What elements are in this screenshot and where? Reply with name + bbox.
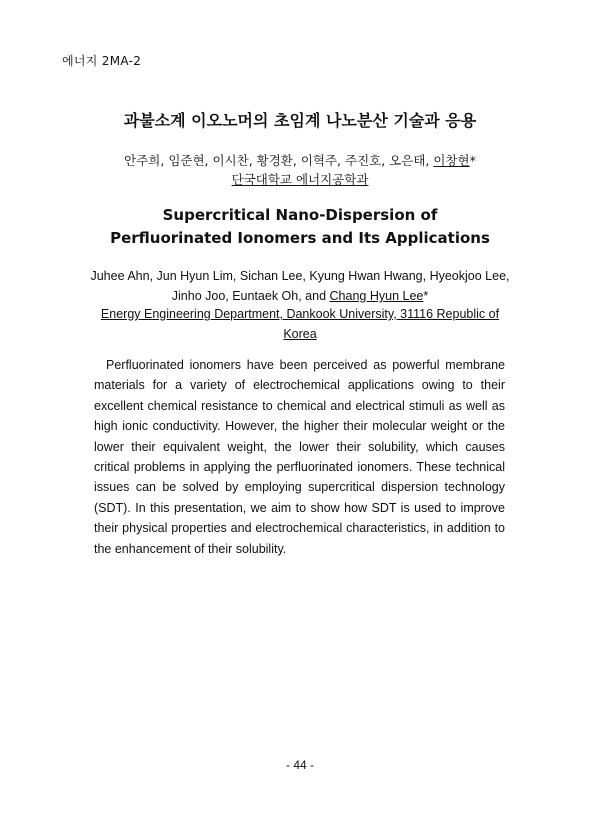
english-authors-line1: Juhee Ahn, Jun Hyun Lim, Sichan Lee, Kyung Hwan Hwang, Hyeokjoo Lee, xyxy=(90,269,510,283)
korean-title: 과불소계 이오노머의 초임계 나노분산 기술과 응용 xyxy=(123,111,477,130)
english-affiliation: Energy Engineering Department, Dankook University, 31116 Republic of Korea xyxy=(100,307,500,341)
korean-affiliation-text: 단국대학교 에너지공학과 xyxy=(231,172,369,187)
korean-affiliation xyxy=(0,170,600,188)
korean-authors: 안주희, 임준현, 이시찬, 황경환, 이혁주, 주진호, 오은태, xyxy=(124,153,430,168)
english-authors: Jinho Joo, Euntaek Oh, and xyxy=(171,289,327,303)
english-title: Supercritical Nano-Dispersion of Perfluorinated Ionomers and Its Applications xyxy=(110,206,490,247)
abstract-body: Perfluorinated ionomers have been perceived as powerful membrane materials for a variety of electrochemical applications owing to their excellent chemical resistance to chemical and electrical stimuli as well as high ionic conductivity. However, the higher their molecular weight or the lower their equivalent weight, the lower their solubility, which causes critical problems in applying the perfluorinated ionomers. These technical issues can be solved by employing supercritical dispersion technology (SDT). In this presentation, we aim to show how SDT is used to improve their physical properties and electrochemical characteristics, in addition to the enhancement of their solubility. xyxy=(94,358,505,556)
english-authors-line2 xyxy=(90,286,510,306)
page-number: - 44 - xyxy=(285,758,314,772)
korean-author-list xyxy=(0,151,600,169)
corresponding-mark: * xyxy=(469,153,476,168)
korean-corresponding-author: 이창현 xyxy=(433,153,470,168)
corresponding-mark-en: * xyxy=(423,289,429,303)
session-code: 에너지 2MA-2 xyxy=(62,54,142,68)
english-corresponding-author: Chang Hyun Lee xyxy=(329,289,424,303)
english-author-list xyxy=(90,266,510,306)
